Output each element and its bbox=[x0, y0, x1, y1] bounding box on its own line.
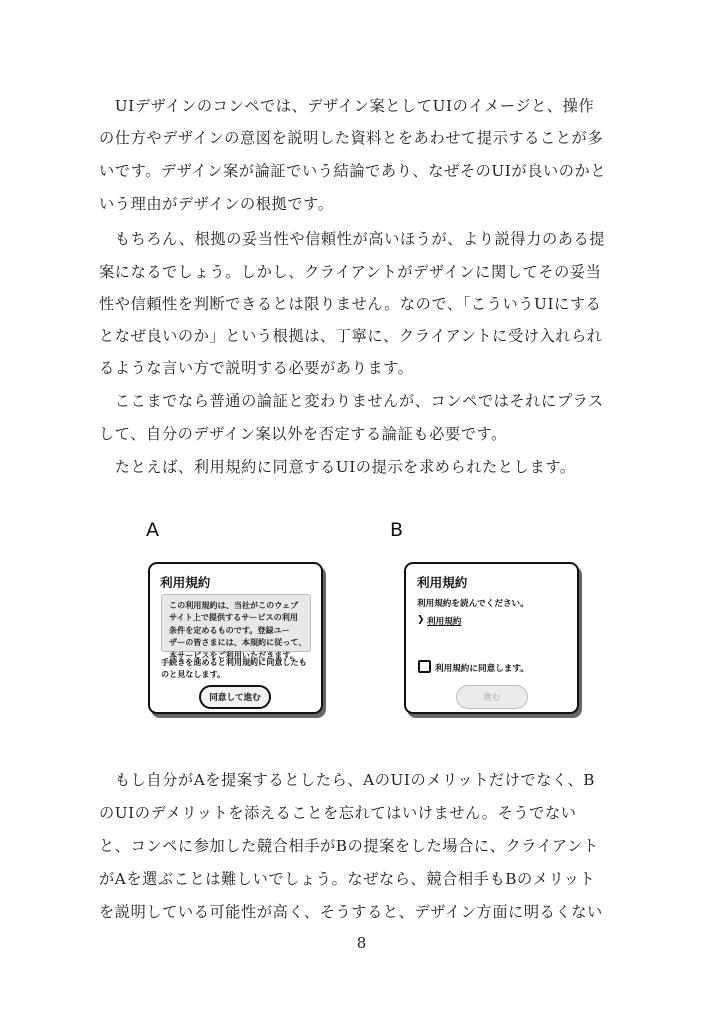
read-terms-instruction: 利用規約を読んでください。 bbox=[417, 599, 529, 609]
text-line: を説明している可能性が高く、そうすると、デザイン方面に明るくない bbox=[99, 903, 603, 921]
text-line: たとえば、利用規約に同意するUIの提示を求められたとします。 bbox=[99, 458, 576, 476]
text-line: のUIのデメリットを添えることを忘れてはいけません。そうでない bbox=[99, 804, 577, 822]
figure-label-a: A bbox=[146, 519, 159, 541]
terms-line: 条件を定めるものです。登録ユー bbox=[169, 624, 290, 635]
text-line: 性や信頼性を判断できるとは限りません。なので、「こういうUIにする bbox=[99, 295, 602, 313]
consent-notice: 手続きを進めると利用規約に同意したも bbox=[161, 657, 307, 667]
text-line: いです。デザイン案が論証でいう結論であり、なぜそのUIが良いのかと bbox=[99, 162, 607, 180]
text-line: いう理由がデザインの根拠です。 bbox=[99, 195, 334, 213]
text-line: 案になるでしょう。しかし、クライアントがデザインに関してその妥当 bbox=[99, 263, 602, 281]
text-line: の仕方やデザインの意図を説明した資料とをあわせて提示することが多 bbox=[99, 129, 604, 147]
terms-line: この利用規約は、当社がこのウェブ bbox=[169, 600, 299, 610]
terms-line: サイト上で提供するサービスの利用 bbox=[169, 612, 298, 623]
chevron-right-icon: ❯ bbox=[417, 615, 425, 625]
agree-and-proceed-button[interactable]: 同意して進む bbox=[199, 685, 271, 709]
consent-notice: のと見なします。 bbox=[161, 669, 226, 679]
text-line: ここまでなら普通の論証と変わりませんが、コンペではそれにプラス bbox=[99, 392, 604, 410]
text-line: るような言い方で説明する必要があります。 bbox=[99, 359, 414, 377]
page-number: 8 bbox=[356, 934, 367, 952]
text-line: UIデザインのコンペでは、デザイン案としてUIのイメージと、操作 bbox=[99, 97, 595, 115]
terms-line: ザーの皆さまには、本規約に従って、 bbox=[169, 637, 307, 648]
text-line: して、自分のデザイン案以外を否定する論証も必要です。 bbox=[99, 425, 507, 443]
text-line: と、コンペに参加した競合相手がBの提案をした場合に、クライアント bbox=[99, 837, 599, 855]
proceed-button[interactable]: 進む bbox=[456, 685, 528, 709]
terms-dialog-a bbox=[148, 562, 323, 714]
text-line: がAを選ぶことは難しいでしょう。なぜなら、競合相手もBのメリット bbox=[99, 870, 596, 888]
terms-dialog-b bbox=[404, 562, 579, 714]
text-line: もちろん、根拠の妥当性や信頼性が高いほうが、より説得力のある提 bbox=[99, 230, 606, 248]
dialog-title: 利用規約 bbox=[417, 575, 468, 590]
figure-label-b: B bbox=[390, 519, 404, 541]
agree-checkbox-label: 利用規約に同意します。 bbox=[435, 664, 529, 674]
agree-checkbox[interactable] bbox=[418, 660, 431, 673]
text-line: となぜ良いのか」という根拠は、丁寧に、クライアントに受け入れられ bbox=[99, 327, 603, 345]
text-line: もし自分がAを提案するとしたら、AのUIのメリットだけでなく、B bbox=[99, 771, 596, 789]
dialog-title: 利用規約 bbox=[160, 575, 211, 590]
terms-line: 本サービスをご利用いただきます。 bbox=[169, 649, 298, 660]
terms-link[interactable]: 利用規約 bbox=[427, 617, 462, 627]
terms-scroll-box[interactable] bbox=[161, 594, 311, 660]
